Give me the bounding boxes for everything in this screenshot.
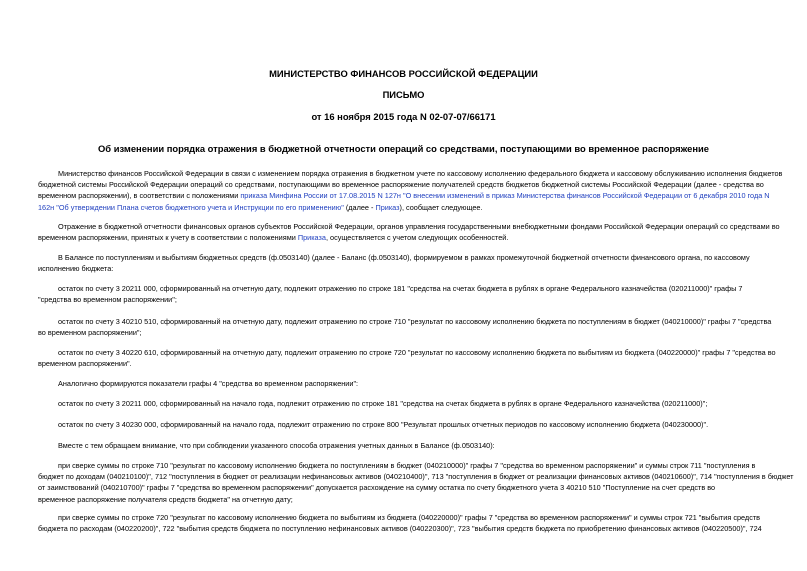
text-line: остаток по счету 3 20211 000, сформированный на отчетную дату, подлежит отражению по строке 181 "средства на счетах бюджета в рублях в органе Федерального казначейства (020211000)" графы 7: [58, 284, 743, 293]
text-line: при сверке суммы по строке 720 "результат по кассовому исполнению бюджета по выбытиям из бюджета (040220000)" графы 7 "средства во временном распоряжении" и суммы строк 721 "выбытия средств: [58, 513, 761, 522]
paragraph-reporting: [38, 221, 780, 243]
document-subject: Об изменении порядка отражения в бюджетной отчетности операций со средствами, поступающими во временное распоряжение: [98, 143, 709, 154]
text-line: остаток по счету 3 40220 610, сформированный на отчетную дату, подлежит отражению по строке 720 "результат по кассовому исполнению бюджета по выбытиям из бюджета (040220000)" графы 7 "средства во: [58, 348, 776, 357]
paragraph-check-710: [38, 460, 794, 505]
text-line: [38, 232, 769, 243]
paragraph-attention: [38, 440, 769, 451]
paragraph-check-720: [38, 512, 769, 534]
text-line: Аналогично формируются показатели графы 4 "средства во временном распоряжении":: [58, 379, 359, 388]
text-line: временном распоряжении".: [38, 359, 132, 369]
text-line: [38, 202, 769, 213]
text-run: временном распоряжении, принятых к учету в соответствии с положениями: [38, 233, 298, 243]
text-line: "средства во временном распоряжении";: [38, 295, 177, 305]
text-run: ), сообщает следующее.: [399, 202, 483, 212]
text-line: во временном распоряжении";: [38, 328, 142, 338]
paragraph-intro: [38, 168, 783, 213]
text-line: В Балансе по поступлениям и выбытиям бюджетных средств (ф.0503140) (далее - Баланс (ф.0503140), формируемом в рамках промежуточной бюджетной отчетности финансового органа, по кассовому: [58, 253, 750, 262]
document-type: ПИСЬМО: [382, 89, 425, 100]
paragraph-balance: [38, 252, 769, 274]
text-line: бюджетной системы Российской Федерации операций со средствами, поступающими во временное распоряжение получателей средств бюджетов бюджетной системы Российской Федерации (далее - средства во: [38, 180, 764, 190]
order-162n-link[interactable]: 162н "Об утверждении Плана счетов бюджетного учета и Инструкции по его применению": [38, 202, 344, 212]
text-line: Отражение в бюджетной отчетности финансовых органов субъектов Российской Федерации, органов управления государственными внебюджетными фондами Российской Федерации операций со средствами во: [58, 222, 780, 231]
text-line: бюджет по доходам (040210100)", 712 "поступления в бюджет от реализации нефинансовых активов (040210400)", 713 "поступления в бюджет от реализации финансовых активов (040210600)", 714 "поступления в бюджет: [38, 472, 794, 482]
paragraph-account-40220: [38, 347, 776, 369]
text-line: остаток по счету 3 40210 510, сформированный на отчетную дату, подлежит отражению по строке 710 "результат по кассовому исполнению бюджета по поступлениям в бюджет (040210000)" графы 7 "средства: [58, 317, 772, 326]
text-run: временном распоряжении), в соответствии с положениями: [38, 191, 241, 201]
paragraph-start-40230: [38, 419, 769, 430]
text-line: исполнению бюджета:: [38, 264, 114, 274]
order-link[interactable]: Приказа: [297, 233, 326, 243]
text-run: , осуществляется с учетом следующих особенностей.: [325, 233, 509, 243]
text-line: [38, 190, 769, 201]
paragraph-column-4: [38, 378, 769, 389]
text-line: от заимствований (040210700)" графы 7 "средства во временном распоряжении" допускается расхождение на сумму остатка по счету бюджетного учета 3 40210 510 "Поступление на счет средств во: [38, 483, 716, 493]
document-date-number: от 16 ноября 2015 года N 02-07-07/66171: [311, 111, 496, 122]
text-line: остаток по счету 3 40230 000, сформированный на начало года, подлежит отражению по строке 800 "Результат прошлых отчетных периодов по кассовому исполнению бюджета (040230000)".: [58, 420, 709, 429]
paragraph-start-20211: [38, 398, 769, 409]
text-line: Вместе с тем обращаем внимание, что при соблюдении указанного способа отражения учетных данных в Балансе (ф.0503140):: [58, 441, 495, 450]
text-line: при сверке суммы по строке 710 "результат по кассовому исполнению бюджета по поступлениям в бюджет (040210000)" графы 7 "средства во временном распоряжении" и суммы строк 711 "поступления в: [58, 461, 756, 470]
order-short-link[interactable]: Приказ: [375, 202, 400, 212]
text-line: бюджета по расходам (040220200)", 722 "выбытия средств бюджета по поступлению нефинансовых активов (040220300)", 723 "выбытия средств бюджета по приобретению финансовых активов (040220500)", 724: [38, 524, 762, 534]
order-127n-link[interactable]: приказа Минфина России от 17.08.2015 N 127н "О внесении изменений в приказ Министерства финансов Российской Федерации от 6 декабря 2010 года N: [240, 191, 770, 201]
paragraph-account-20211: [38, 283, 769, 305]
ministry-heading: МИНИСТЕРСТВО ФИНАНСОВ РОССИЙСКОЙ ФЕДЕРАЦИИ: [269, 68, 538, 79]
text-run: (далее -: [343, 202, 376, 212]
text-line: остаток по счету 3 20211 000, сформированный на начало года, подлежит отражению по строке 181 "средства на счетах бюджета в рублях в органе Федерального казначейства (020211000)";: [58, 399, 708, 408]
paragraph-account-40210: [38, 316, 772, 338]
text-line: временное распоряжение получателя средств бюджета" на отчетную дату;: [38, 494, 293, 504]
text-line: Министерство финансов Российской Федерации в связи с изменением порядка отражения в бюджетном учете по кассовому исполнению федерального бюджета и кассовому обслуживанию исполнения бюджетов: [58, 169, 783, 178]
